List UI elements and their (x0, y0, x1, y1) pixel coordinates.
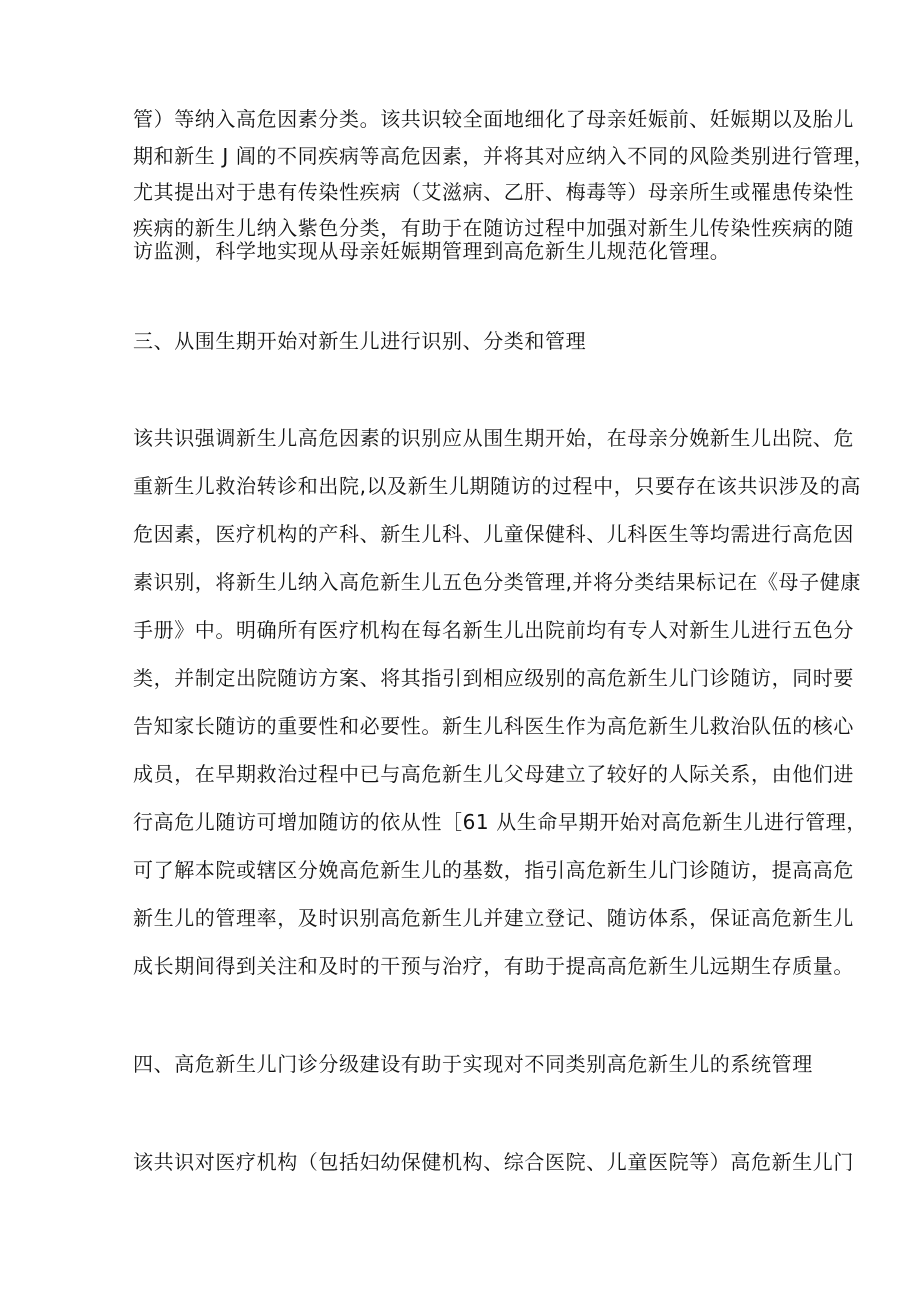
section-heading-3: 三、从围生期开始对新生儿进行识别、分类和管理 (133, 329, 587, 353)
paragraph-2-line-3: 危因素，医疗机构的产科、新生儿科、儿童保健科、儿科医生等均需进行高危因 (133, 522, 854, 546)
section-heading-4: 四、高危新生儿门诊分级建设有助于实现对不同类别高危新生儿的系统管理 (133, 1052, 813, 1076)
paragraph-2-line-11: 新生儿的管理率，及时识别高危新生儿并建立登记、随访体系，保证高危新生儿 (133, 906, 854, 930)
paragraph-3-line-1: 该共识对医疗机构（包括妇幼保健机构、综合医院、儿童医院等）高危新生儿门 (133, 1150, 854, 1174)
paragraph-2-line-5: 手册》中。明确所有医疗机构在每名新生儿出院前均有专人对新生儿进行五色分 (133, 618, 854, 642)
paragraph-1-line-1: 管）等纳入高危因素分类。该共识较全面地细化了母亲妊娠前、妊娠期以及胎儿 (133, 107, 854, 131)
paragraph-2-line-6: 类，并制定出院随访方案、将其指引到相应级别的高危新生儿门诊随访，同时要 (133, 666, 854, 690)
paragraph-2-line-10: 可了解本院或辖区分娩高危新生儿的基数，指引高危新生儿门诊随访，提高高危 (133, 858, 854, 882)
paragraph-1-line-5: 访监测，科学地实现从母亲妊娠期管理到高危新生儿规范化管理。 (133, 239, 731, 263)
paragraph-2-line-2: 重新生儿救治转诊和出院,以及新生儿期随访的过程中，只要存在该共识涉及的高 (133, 474, 861, 498)
paragraph-1-line-3: 尤其提出对于患有传染性疾病（艾滋病、乙肝、梅毒等）母亲所生或罹患传染性 (133, 180, 854, 204)
paragraph-2-line-4: 素识别，将新生儿纳入高危新生儿五色分类管理,并将分类结果标记在《母子健康 (133, 570, 861, 594)
paragraph-2-line-12: 成长期间得到关注和及时的干预与治疗，有助于提高高危新生儿远期生存质量。 (133, 954, 854, 978)
paragraph-2-line-9: 行高危儿随访可增加随访的依从性［61 从生命早期开始对高危新生儿进行管理， (133, 810, 868, 834)
paragraph-1-line-2: 期和新生 J 阊的不同疾病等高危因素，并将其对应纳入不同的风险类别进行管理， (133, 144, 875, 168)
paragraph-2-line-8: 成员，在早期救治过程中已与高危新生儿父母建立了较好的人际关系，由他们进 (133, 762, 854, 786)
paragraph-2-line-7: 告知家长随访的重要性和必要性。新生儿科医生作为高危新生儿救治队伍的核心 (133, 714, 854, 738)
paragraph-2-line-1: 该共识强调新生儿高危因素的识别应从围生期开始，在母亲分娩新生儿出院、危 (133, 426, 854, 450)
paragraph-1-line-4: 疾病的新生儿纳入紫色分类，有助于在随访过程中加强对新生儿传染性疾病的随 (133, 216, 854, 240)
